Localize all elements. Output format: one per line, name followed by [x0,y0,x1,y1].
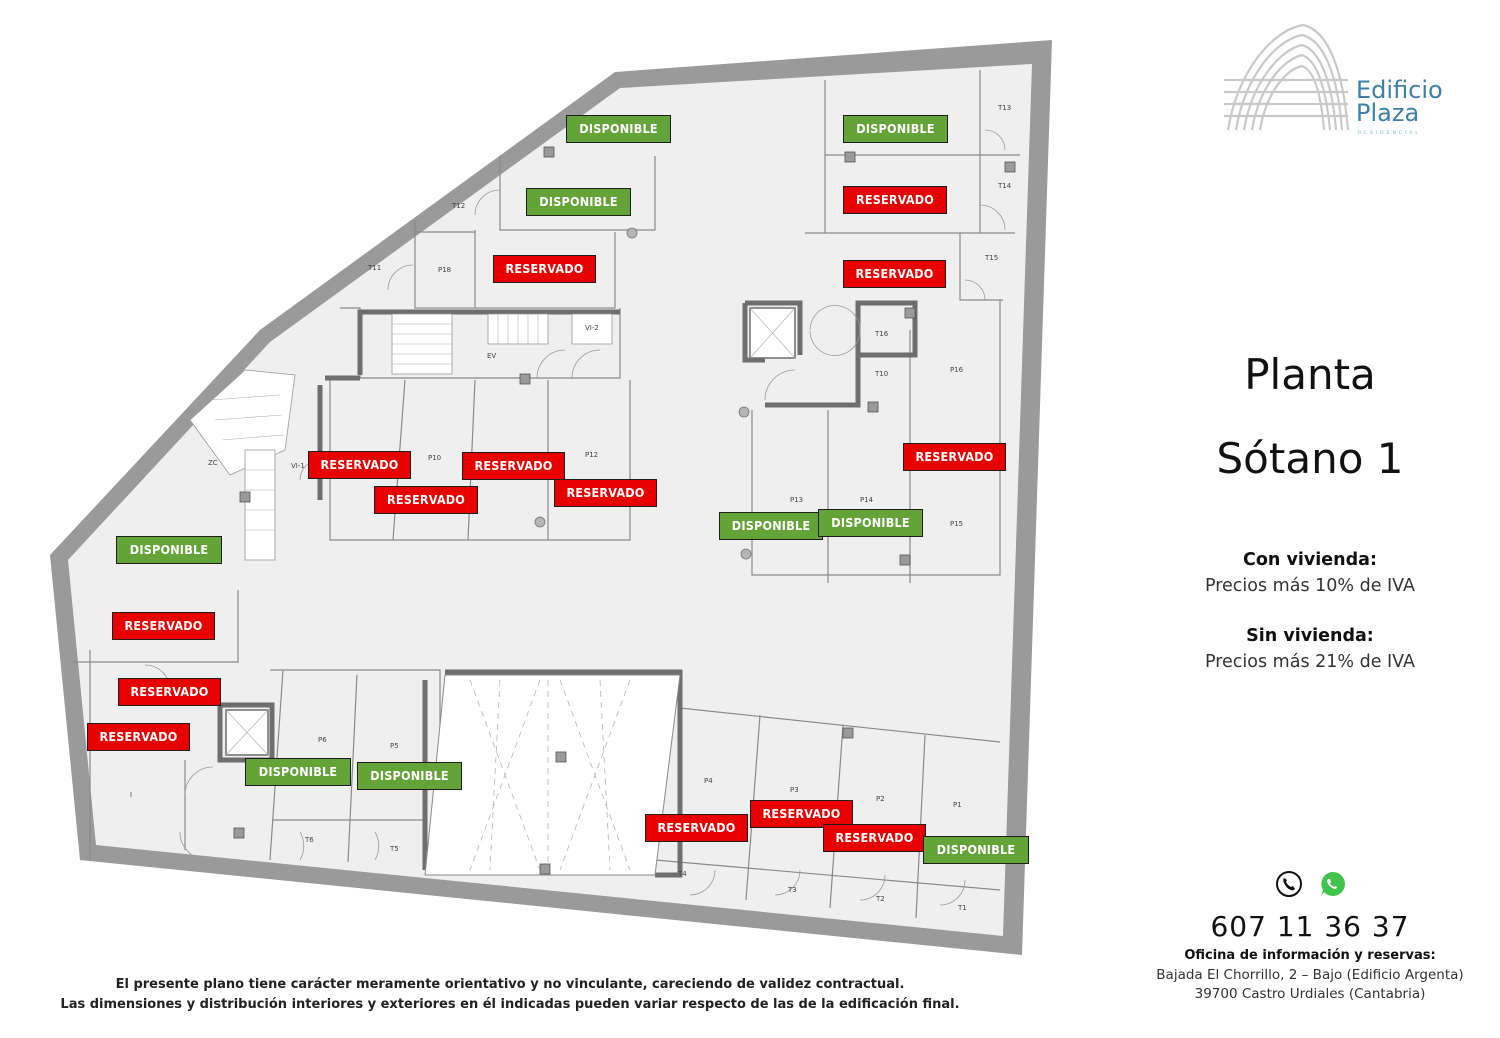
space-label: T5 [390,845,399,853]
space-label: P14 [860,496,874,504]
space-label: T15 [985,254,999,262]
status-badge-disponible[interactable]: DISPONIBLE [818,509,923,537]
space-label: P3 [790,786,799,794]
status-badge-disponible[interactable]: DISPONIBLE [719,512,823,540]
space-label: EV [487,352,497,360]
vat-without-home-text: Precios más 21% de IVA [1204,652,1416,672]
brand-name-line2: Plaza [1356,99,1420,127]
status-badge-reservado[interactable]: RESERVADO [112,612,215,640]
phone-icon[interactable] [1275,870,1303,898]
status-badge-disponible[interactable]: DISPONIBLE [566,115,671,143]
space-label: VI-1 [291,462,305,470]
space-label: P1 [953,801,962,809]
status-badge-reservado[interactable]: RESERVADO [462,452,565,480]
space-label: P16 [950,366,964,374]
address-line1: Bajada El Chorrillo, 2 – Bajo (Edificio Argenta) [1156,967,1464,983]
space-label: T11 [368,264,382,272]
space-label: P15 [950,520,964,528]
space-label: I [130,791,133,799]
space-label: P6 [318,736,327,744]
address-line2: 39700 Castro Urdiales (Cantabria) [1194,986,1426,1002]
space-label: T12 [452,202,466,210]
ramp [425,675,680,875]
space-label: P18 [438,266,452,274]
status-badge-disponible[interactable]: DISPONIBLE [526,188,631,216]
space-label: P2 [876,795,885,803]
status-badge-disponible[interactable]: DISPONIBLE [843,115,948,143]
status-badge-disponible[interactable]: DISPONIBLE [245,758,351,786]
space-label: P4 [704,777,713,785]
status-badge-reservado[interactable]: RESERVADO [308,451,411,479]
space-label: T13 [998,104,1012,112]
brand-tagline: RESIDENCIAL [1358,131,1421,136]
status-badge-reservado[interactable]: RESERVADO [843,260,946,288]
page-title-line1: Planta [1244,350,1376,399]
disclaimer-line2: Las dimensiones y distribución interiores y exteriores en él indicadas pueden variar respecto de las de la edificación final. [60,997,960,1012]
space-label: T4 [678,870,687,878]
space-label: P5 [390,742,399,750]
vat-with-home-title: Con vivienda: [1243,550,1377,570]
brand-name-line1: Edificio [1356,76,1443,104]
status-badge-reservado[interactable]: RESERVADO [118,678,221,706]
space-label: T16 [875,330,889,338]
status-badge-reservado[interactable]: RESERVADO [493,255,596,283]
status-badge-reservado[interactable]: RESERVADO [87,723,190,751]
status-badge-reservado[interactable]: RESERVADO [645,814,748,842]
status-badge-reservado[interactable]: RESERVADO [843,186,947,214]
space-label: T14 [998,182,1012,190]
status-badge-reservado[interactable]: RESERVADO [374,486,478,514]
space-label: P10 [428,454,442,462]
status-badge-reservado[interactable]: RESERVADO [554,479,657,507]
status-badge-disponible[interactable]: DISPONIBLE [357,762,462,790]
status-badge-disponible[interactable]: DISPONIBLE [923,836,1029,864]
space-label: P13 [790,496,804,504]
space-label: T6 [305,836,314,844]
status-badge-reservado[interactable]: RESERVADO [903,443,1006,471]
status-badge-disponible[interactable]: DISPONIBLE [116,536,222,564]
vat-without-home-title: Sin vivienda: [1246,626,1374,646]
status-badge-reservado[interactable]: RESERVADO [823,824,926,852]
space-label: VI-2 [585,324,599,332]
space-label: ZC [208,459,218,467]
whatsapp-icon[interactable] [1318,870,1346,898]
page-title-line2: Sótano 1 [1216,434,1404,483]
space-label: T2 [876,895,885,903]
space-label: T1 [958,904,967,912]
phone-number[interactable]: 607 11 36 37 [1210,910,1410,943]
space-label: T3 [788,886,797,894]
status-badge-reservado[interactable]: RESERVADO [750,800,853,828]
disclaimer-line1: El presente plano tiene carácter meramente orientativo y no vinculante, careciendo de validez contractual. [115,977,905,992]
vat-with-home-text: Precios más 10% de IVA [1204,576,1416,596]
space-label: P12 [585,451,599,459]
space-label: T10 [875,370,889,378]
office-title: Oficina de información y reservas: [1184,948,1436,963]
